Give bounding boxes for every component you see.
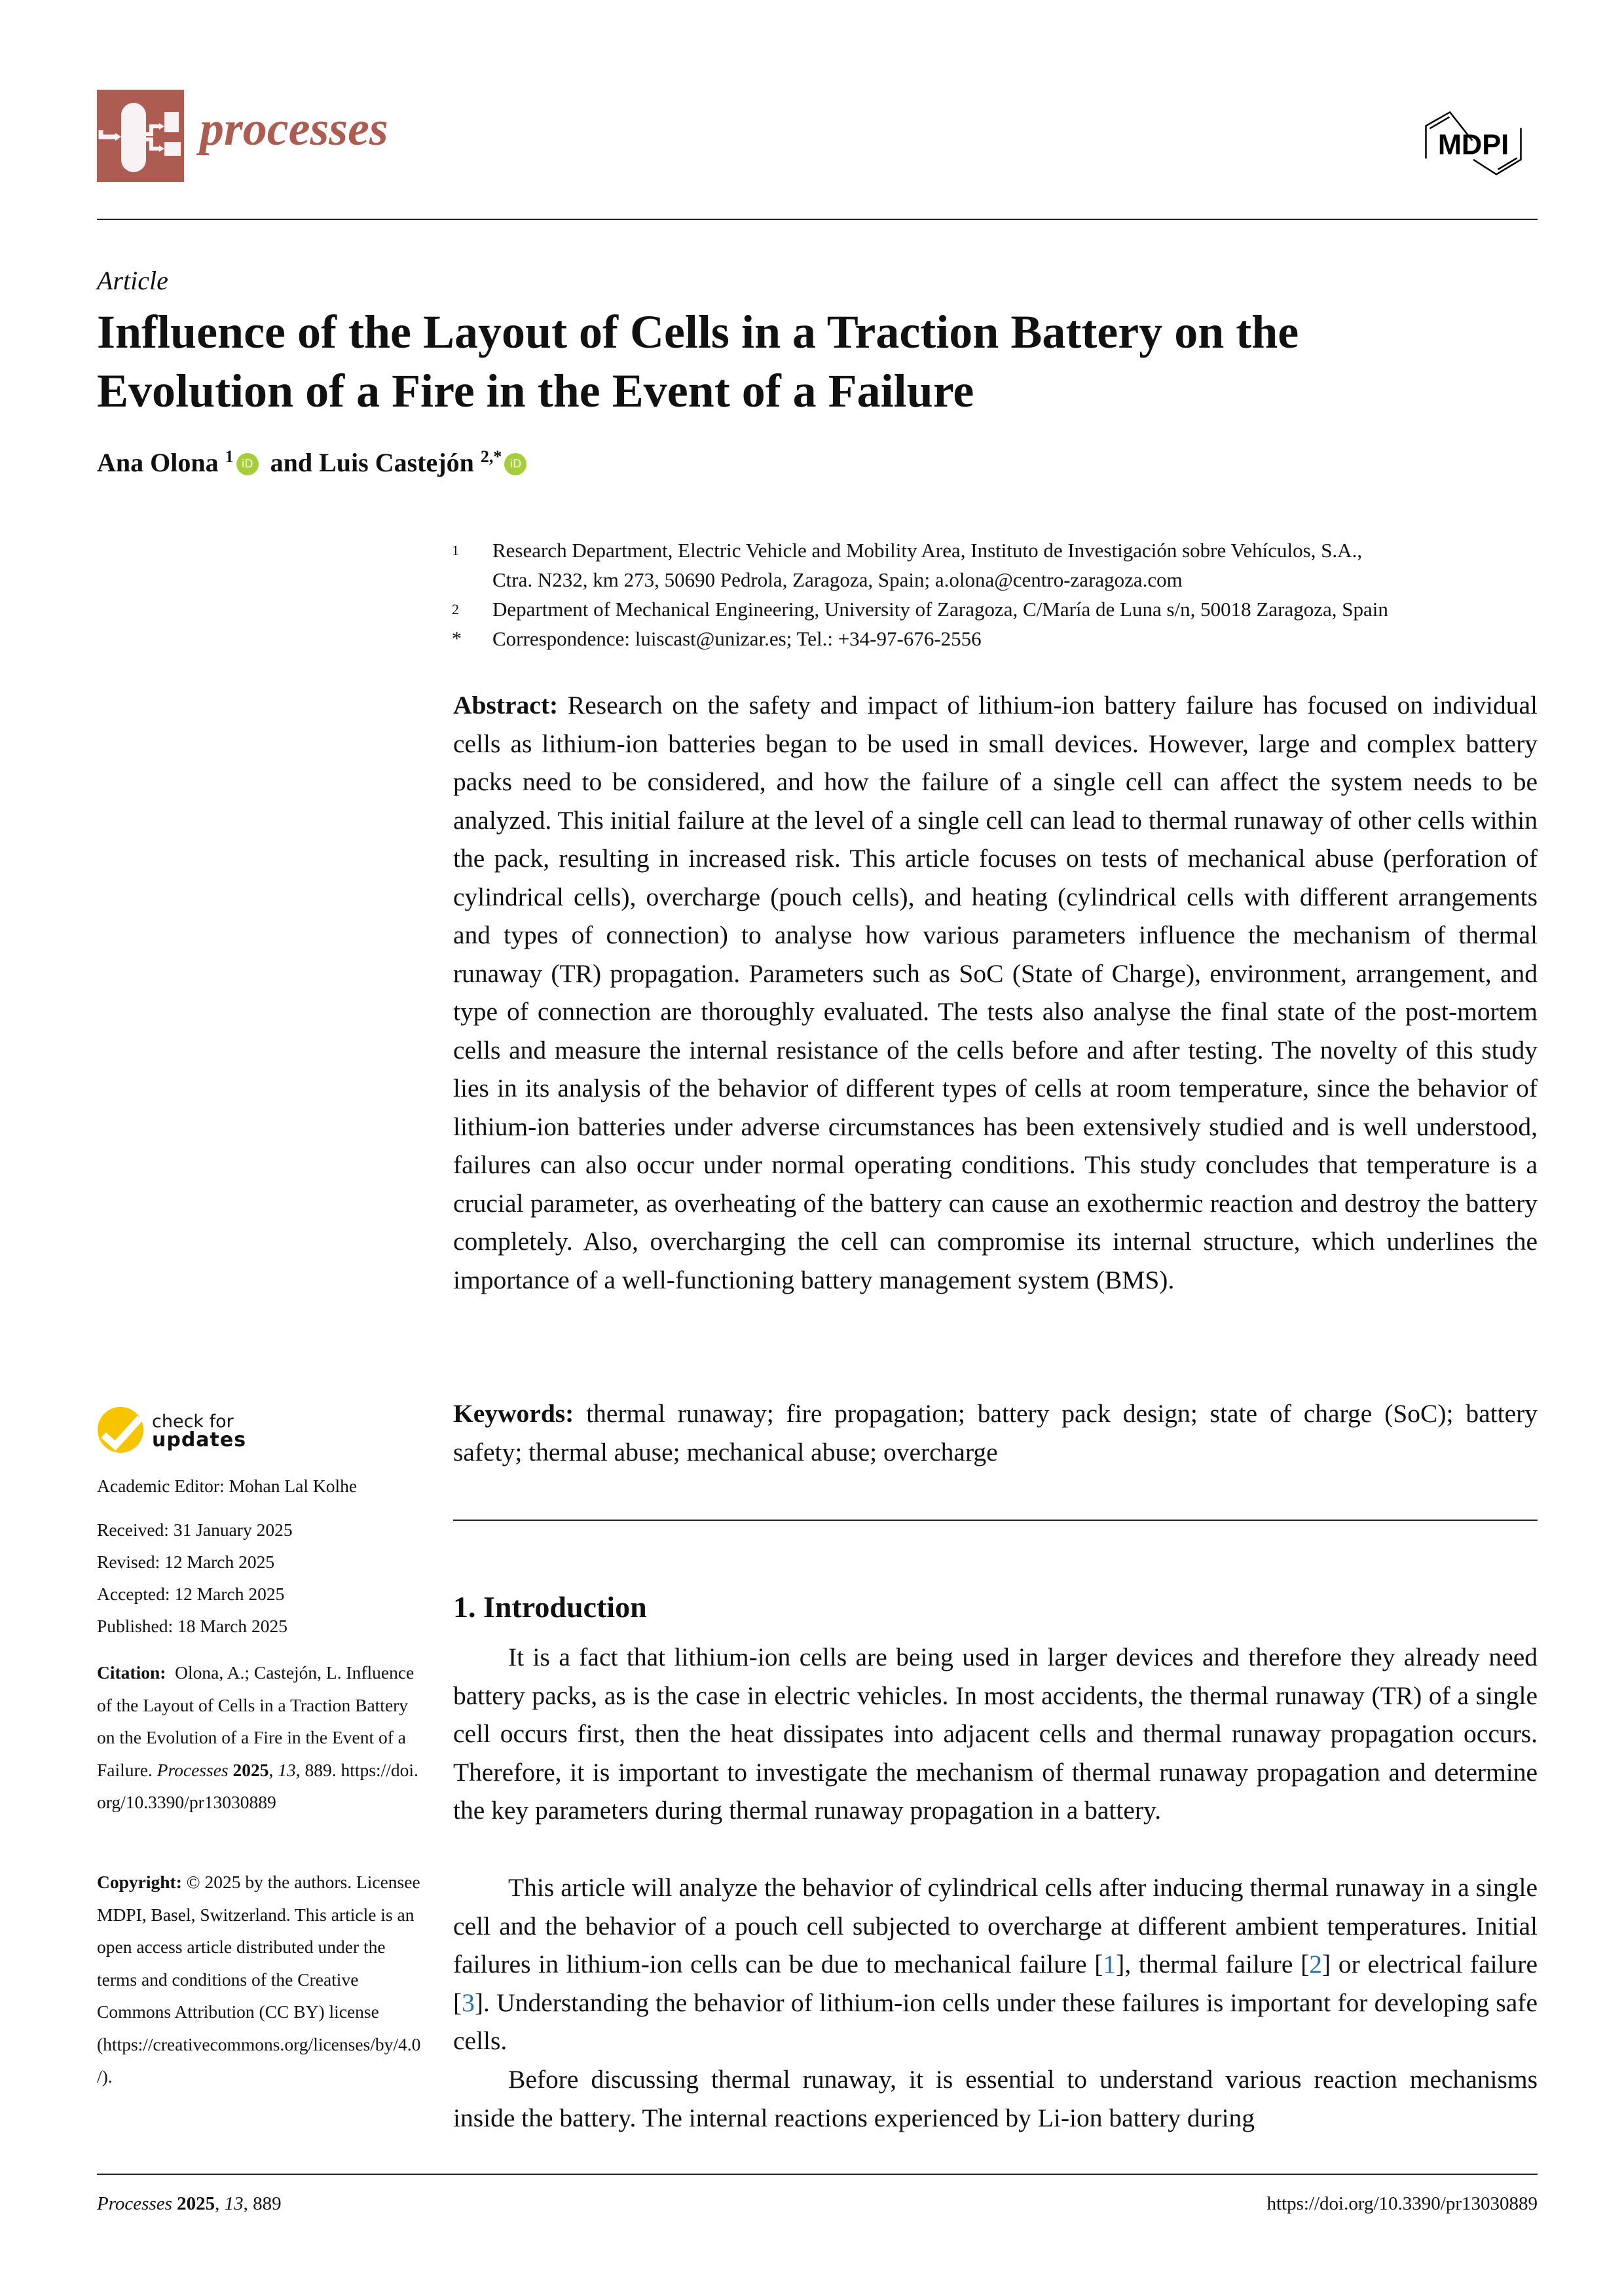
affiliation-mark: 2 [452, 601, 459, 617]
keywords-text: thermal runaway; fire propagation; battery pack design; state of charge (SoC); battery safety; thermal abuse; mechanical abuse; overcharge [453, 1399, 1538, 1467]
citation-authors: Olona, A.; Castejón, L. [175, 1662, 342, 1683]
correspondence-line: Correspondence: luiscast@unizar.es; Tel.: +34-97-676-2556 [492, 627, 982, 650]
citation-year: 2025 [232, 1759, 269, 1780]
reference-link[interactable]: 3 [462, 1988, 475, 2017]
title-line-2: Evolution of a Fire in the Event of a Failure [97, 365, 974, 417]
intro-paragraph-1: It is a fact that lithium-ion cells are being used in larger devices and therefore they already need battery packs, as is the case in electric vehicles. In most accidents, the thermal runaway (TR) of a single cell occurs first, then the heat dissipates into adjacent cells and thermal runaway propagation occurs. Therefore, it is important to investigate the mechanism of thermal runaway propagation and determine the key parameters during thermal runaway propagation in a battery. [453, 1643, 1538, 1825]
journal-name[interactable]: processes [200, 102, 388, 156]
citation-title: Influence of the Layout of Cells in a Traction Battery on the Evolution of a Fire in the Event of a Failure. [97, 1662, 415, 1780]
author-name[interactable]: Ana Olona [97, 448, 219, 477]
keywords [453, 1394, 1538, 1471]
text-run: ] or electrical failure [ [453, 1950, 1538, 2017]
citation-label: Citation: [97, 1662, 166, 1683]
date-revised: Revised: 12 March 2025 [97, 1552, 275, 1572]
correspondence-mark: * [452, 628, 462, 649]
intro-paragraph-3: Before discussing thermal runaway, it is essential to understand various reaction mechanisms inside the battery. The internal reactions experienced by Li-ion battery during [453, 2065, 1538, 2132]
citation-page: 889. [304, 1759, 337, 1780]
affiliation-line: Department of Mechanical Engineering, University of Zaragoza, C/María de Luna s/n, 50018 Zaragoza, Spain [492, 598, 1388, 621]
article-title [97, 302, 1538, 420]
citation-doi-link[interactable]: https://doi.org/10.3390/pr13030889 [97, 1759, 418, 1812]
text-run: This article will analyze the behavior of cylindrical cells after inducing thermal runaway in a single cell and the behavior of a pouch cell subjected to overcharge at different ambient temperatures. Initial failures in lithium-ion cells can be due to mechanical failure [ [453, 1873, 1538, 1978]
citation-journal: Processes [157, 1759, 229, 1780]
date-received: Received: 31 January 2025 [97, 1520, 293, 1540]
section-heading: 1. Introduction [453, 1590, 647, 1624]
footer-year: 2025 [177, 2193, 215, 2214]
orcid-icon[interactable]: iD [236, 453, 259, 475]
journal-logo[interactable] [97, 90, 184, 182]
header-divider [97, 219, 1538, 220]
academic-editor: Academic Editor: Mohan Lal Kolhe [97, 1476, 358, 1496]
footer-divider [97, 2174, 1538, 2175]
check-for-updates-label[interactable] [152, 1413, 246, 1449]
footer-doi-link[interactable]: https://doi.org/10.3390/pr13030889 [1266, 2193, 1538, 2214]
section-divider [453, 1520, 1538, 1521]
footer-journal: Processes [97, 2193, 172, 2214]
citation: Citation: Olona, A.; Castejón, L. Influence of the Layout of Cells in a Traction Battery on the Evolution of a Fire in the Event of a Failure. Processes 2025, 13, 889. https://doi.org/10.3390/pr13030889 [97, 1662, 418, 1812]
reference-link[interactable]: 1 [1103, 1950, 1116, 1978]
date-published: Published: 18 March 2025 [97, 1616, 288, 1636]
text-run: ]. Understanding the behavior of lithium-ion cells under these failures is important for developing safe cells. [453, 1988, 1538, 2055]
footer-journal-info: Processes 2025, 13, 889 [97, 2193, 282, 2214]
intro-paragraph-2 [453, 1868, 1538, 2060]
process-flow-icon [97, 90, 184, 182]
mdpi-hexagon-icon [1408, 107, 1539, 185]
orcid-icon[interactable]: iD [504, 453, 526, 475]
copyright-text: © 2025 by the authors. Licensee MDPI, Basel, Switzerland. This article is an open access article distributed under the terms and conditions of the Creative Commons Attribution (CC BY) license (https://creativecommons.org/licenses/by/4.0/). [97, 1872, 421, 2086]
affiliation-line: Ctra. N232, km 273, 50690 Pedrola, Zaragoza, Spain; a.olona@centro-zaragoza.com [492, 568, 1183, 591]
affiliation-line: Research Department, Electric Vehicle and Mobility Area, Instituto de Investigación sobre Vehículos, S.A., [492, 539, 1363, 562]
article-type: Article [97, 266, 168, 295]
author-affiliation-mark: 1 [225, 447, 234, 466]
author-name[interactable]: Luis Castejón [319, 448, 474, 477]
author-affiliation-mark: 2,* [480, 447, 502, 466]
text-run: ], thermal failure [ [1116, 1950, 1310, 1978]
footer-page: 889 [253, 2193, 282, 2214]
copyright [97, 1866, 421, 2093]
date-accepted: Accepted: 12 March 2025 [97, 1584, 285, 1604]
author-list [97, 447, 532, 478]
reference-link[interactable]: 2 [1309, 1950, 1322, 1978]
abstract-text: Research on the safety and impact of lithium-ion battery failure has focused on individual cells as lithium-ion batteries began to be used in small devices. However, large and complex battery packs need to be considered, and how the failure of a single cell can affect the system needs to be analyzed. This initial failure at the level of a single cell can lead to thermal runaway of other cells within the pack, resulting in increased risk. This article focuses on tests of mechanical abuse (perforation of cylindrical cells), overcharge (pouch cells), and heating (cylindrical cells with different arrangements and types of connection) to analyse how various parameters influence the mechanism of thermal runaway (TR) propagation. Parameters such as SoC (State of Charge), environment, arrangement, and type of connection are thoroughly evaluated. The tests also analyse the final state of the post-mortem cells and measure the internal resistance of the cells before and after testing. The novelty of this study lies in its analysis of the behavior of different types of cells at room temperature, since the behavior of lithium-ion batteries under adverse circumstances has been extensively studied and is well understood, failures can also occur under normal operating conditions. This study concludes that temperature is a crucial parameter, as overheating of the battery can cause an exothermic reaction and destroy the battery completely. Also, overcharging the cell can compromise its internal structure, which underlines the importance of a well-functioning battery management system (BMS). [453, 691, 1538, 1294]
citation-volume: 13 [278, 1759, 296, 1780]
title-line-1: Influence of the Layout of Cells in a Traction Battery on the [97, 306, 1299, 358]
affiliation-mark: 1 [452, 542, 459, 558]
footer-volume: 13 [224, 2193, 244, 2214]
abstract-label: Abstract: [453, 691, 559, 720]
keywords-label: Keywords: [453, 1399, 574, 1428]
check-for-label: check for [152, 1412, 234, 1432]
check-for-updates-button[interactable] [97, 1406, 144, 1453]
publisher-name: MDPI [1437, 129, 1509, 161]
check-badge-icon [97, 1406, 144, 1453]
abstract [453, 686, 1538, 1299]
mdpi-logo[interactable] [1408, 107, 1539, 185]
author-conjunction: and [270, 448, 313, 477]
copyright-label: Copyright: [97, 1872, 182, 1892]
updates-label: updates [152, 1429, 247, 1451]
